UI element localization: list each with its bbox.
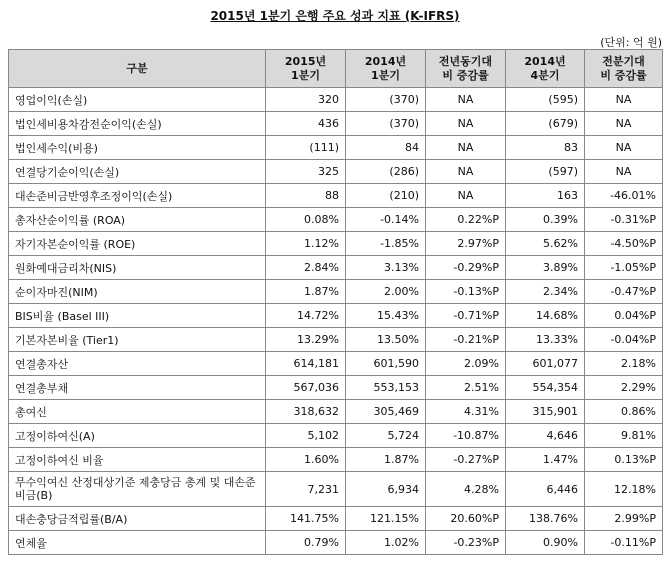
cell-q4-2014: 1.47%	[506, 448, 585, 472]
cell-q1-2015: 318,632	[266, 400, 346, 424]
cell-q1-2015: 1.87%	[266, 280, 346, 304]
cell-q1-2015: 141.75%	[266, 507, 346, 531]
cell-qoq: -0.04%P	[585, 328, 663, 352]
cell-yoy: -0.23%P	[426, 531, 506, 555]
cell-qoq: 2.29%	[585, 376, 663, 400]
cell-q1-2014: 1.87%	[346, 448, 426, 472]
cell-q4-2014: 5.62%	[506, 232, 585, 256]
cell-q1-2014: (370)	[346, 112, 426, 136]
cell-qoq: -0.11%P	[585, 531, 663, 555]
table-row	[9, 256, 663, 280]
cell-q1-2015: 436	[266, 112, 346, 136]
header-yoy: 전년동기대 비 증감률	[426, 50, 506, 88]
cell-q4-2014: (595)	[506, 88, 585, 112]
table-row	[9, 112, 663, 136]
table-row	[9, 136, 663, 160]
table-row	[9, 376, 663, 400]
cell-q1-2015: 567,036	[266, 376, 346, 400]
cell-q1-2015: (111)	[266, 136, 346, 160]
cell-q1-2015: 1.60%	[266, 448, 346, 472]
cell-qoq: NA	[585, 136, 663, 160]
cell-q1-2014: (210)	[346, 184, 426, 208]
cell-q1-2015: 14.72%	[266, 304, 346, 328]
cell-qoq: 2.18%	[585, 352, 663, 376]
cell-yoy: 0.22%P	[426, 208, 506, 232]
cell-q1-2014: 1.02%	[346, 531, 426, 555]
cell-yoy: 4.28%	[426, 472, 506, 507]
table-row	[9, 472, 663, 507]
row-label: 법인세비용차감전순이익(손실)	[9, 112, 266, 136]
table-row	[9, 304, 663, 328]
row-label: 고정이하여신(A)	[9, 424, 266, 448]
row-label: 총여신	[9, 400, 266, 424]
cell-yoy: 4.31%	[426, 400, 506, 424]
row-label: 총자산순이익률 (ROA)	[9, 208, 266, 232]
cell-yoy: NA	[426, 112, 506, 136]
table-row	[9, 352, 663, 376]
table-row	[9, 507, 663, 531]
row-label: 기본자본비율 (Tier1)	[9, 328, 266, 352]
row-label: 대손준비금반영후조정이익(손실)	[9, 184, 266, 208]
cell-qoq: 2.99%P	[585, 507, 663, 531]
cell-yoy: 2.97%P	[426, 232, 506, 256]
cell-qoq: NA	[585, 112, 663, 136]
page-title: 2015년 1분기 은행 주요 성과 지표 (K-IFRS)	[210, 9, 460, 23]
cell-q1-2014: 84	[346, 136, 426, 160]
header-q1-2015: 2015년 1분기	[266, 50, 346, 88]
performance-table	[8, 49, 663, 555]
cell-q4-2014: 3.89%	[506, 256, 585, 280]
table-row	[9, 160, 663, 184]
row-label: 연결당기순이익(손실)	[9, 160, 266, 184]
cell-q1-2014: -1.85%	[346, 232, 426, 256]
cell-q1-2015: 13.29%	[266, 328, 346, 352]
cell-q4-2014: (597)	[506, 160, 585, 184]
cell-q4-2014: 4,646	[506, 424, 585, 448]
cell-q1-2015: 5,102	[266, 424, 346, 448]
row-label: 연체율	[9, 531, 266, 555]
cell-q4-2014: (679)	[506, 112, 585, 136]
header-q1-2014: 2014년 1분기	[346, 50, 426, 88]
cell-q1-2015: 7,231	[266, 472, 346, 507]
table-row	[9, 424, 663, 448]
cell-yoy: -0.27%P	[426, 448, 506, 472]
cell-yoy: -0.13%P	[426, 280, 506, 304]
row-label: 법인세수익(비용)	[9, 136, 266, 160]
cell-q4-2014: 0.90%	[506, 531, 585, 555]
table-row	[9, 232, 663, 256]
cell-q4-2014: 83	[506, 136, 585, 160]
row-label: 자기자본순이익률 (ROE)	[9, 232, 266, 256]
header-row	[9, 50, 663, 88]
header-qoq: 전분기대 비 증감률	[585, 50, 663, 88]
cell-q4-2014: 163	[506, 184, 585, 208]
cell-q4-2014: 138.76%	[506, 507, 585, 531]
header-category: 구분	[9, 50, 266, 88]
cell-q1-2015: 0.79%	[266, 531, 346, 555]
cell-q1-2014: 601,590	[346, 352, 426, 376]
table-row	[9, 280, 663, 304]
cell-q4-2014: 13.33%	[506, 328, 585, 352]
cell-qoq: 12.18%	[585, 472, 663, 507]
cell-q1-2015: 320	[266, 88, 346, 112]
row-label: 무수익여신 산정대상기준 제충당금 총계 및 대손준비금(B)	[9, 472, 266, 507]
cell-q4-2014: 554,354	[506, 376, 585, 400]
cell-qoq: 9.81%	[585, 424, 663, 448]
cell-q1-2014: 6,934	[346, 472, 426, 507]
header-q4-2014: 2014년 4분기	[506, 50, 585, 88]
cell-q1-2014: 15.43%	[346, 304, 426, 328]
cell-q1-2014: -0.14%	[346, 208, 426, 232]
cell-qoq: 0.13%P	[585, 448, 663, 472]
table-row	[9, 208, 663, 232]
cell-yoy: -0.71%P	[426, 304, 506, 328]
cell-qoq: -0.31%P	[585, 208, 663, 232]
row-label: 순이자마진(NIM)	[9, 280, 266, 304]
row-label: 연결총부채	[9, 376, 266, 400]
cell-q1-2014: 121.15%	[346, 507, 426, 531]
cell-q1-2015: 614,181	[266, 352, 346, 376]
cell-q4-2014: 2.34%	[506, 280, 585, 304]
cell-yoy: NA	[426, 184, 506, 208]
cell-yoy: NA	[426, 160, 506, 184]
row-label: 고정이하여신 비율	[9, 448, 266, 472]
cell-yoy: 20.60%P	[426, 507, 506, 531]
cell-yoy: NA	[426, 88, 506, 112]
cell-qoq: 0.86%	[585, 400, 663, 424]
cell-q1-2014: 305,469	[346, 400, 426, 424]
cell-yoy: NA	[426, 136, 506, 160]
cell-q4-2014: 14.68%	[506, 304, 585, 328]
cell-q1-2014: (286)	[346, 160, 426, 184]
cell-q1-2014: (370)	[346, 88, 426, 112]
table-row	[9, 448, 663, 472]
cell-q1-2014: 553,153	[346, 376, 426, 400]
cell-yoy: 2.09%	[426, 352, 506, 376]
table-body	[9, 88, 663, 555]
cell-qoq: -0.47%P	[585, 280, 663, 304]
cell-yoy: -10.87%	[426, 424, 506, 448]
cell-q1-2015: 88	[266, 184, 346, 208]
table-row	[9, 400, 663, 424]
cell-yoy: 2.51%	[426, 376, 506, 400]
cell-q4-2014: 601,077	[506, 352, 585, 376]
cell-q1-2014: 2.00%	[346, 280, 426, 304]
cell-q4-2014: 0.39%	[506, 208, 585, 232]
table-row	[9, 328, 663, 352]
cell-qoq: 0.04%P	[585, 304, 663, 328]
cell-q4-2014: 315,901	[506, 400, 585, 424]
row-label: 원화예대금리차(NIS)	[9, 256, 266, 280]
cell-q1-2015: 0.08%	[266, 208, 346, 232]
table-row	[9, 531, 663, 555]
table-row	[9, 184, 663, 208]
unit-label: (단위: 억 원)	[600, 36, 662, 49]
cell-qoq: -4.50%P	[585, 232, 663, 256]
row-label: 영업이익(손실)	[9, 88, 266, 112]
cell-yoy: -0.29%P	[426, 256, 506, 280]
cell-q1-2014: 3.13%	[346, 256, 426, 280]
cell-qoq: NA	[585, 88, 663, 112]
row-label: BIS비율 (Basel III)	[9, 304, 266, 328]
cell-q1-2014: 13.50%	[346, 328, 426, 352]
cell-yoy: -0.21%P	[426, 328, 506, 352]
cell-q4-2014: 6,446	[506, 472, 585, 507]
row-label: 대손충당금적립률(B/A)	[9, 507, 266, 531]
row-label: 연결총자산	[9, 352, 266, 376]
cell-q1-2015: 2.84%	[266, 256, 346, 280]
cell-qoq: -1.05%P	[585, 256, 663, 280]
cell-q1-2014: 5,724	[346, 424, 426, 448]
cell-q1-2015: 1.12%	[266, 232, 346, 256]
table-row	[9, 88, 663, 112]
cell-qoq: NA	[585, 160, 663, 184]
cell-qoq: -46.01%	[585, 184, 663, 208]
cell-q1-2015: 325	[266, 160, 346, 184]
